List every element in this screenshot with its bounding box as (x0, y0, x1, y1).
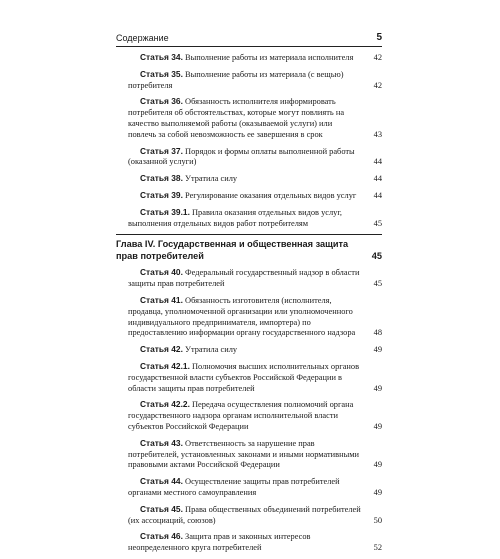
toc-entry-text (128, 504, 382, 527)
toc-entry-page: 44 (373, 157, 382, 167)
article-title: Утратила силу (182, 174, 238, 184)
running-header (116, 33, 382, 47)
toc-entry-text (128, 52, 382, 64)
toc-entry-page: 50 (373, 515, 382, 525)
toc-entry (116, 344, 382, 356)
toc-entry-page: 48 (373, 328, 382, 338)
toc-entry-page: 43 (373, 129, 382, 139)
toc-entry (116, 399, 382, 432)
article-label: Статья 46. (140, 531, 183, 542)
article-label: Статья 44. (140, 476, 183, 487)
toc-entry-text (128, 295, 382, 339)
article-title: Обязанность исполнителя информировать потребителя об обстоятельствах, которые могут повлиять на качество выполняемой работы (оказываемой услуги) или повлечь за собой невозможность ее завершения в срок (128, 97, 345, 139)
toc-entry-text (128, 399, 382, 432)
toc-entry-text (128, 267, 382, 290)
toc-entry (116, 146, 382, 169)
header-title: Содержание (116, 33, 169, 43)
toc-entry (116, 295, 382, 339)
toc-entry (116, 361, 382, 394)
article-label: Статья 39.1. (140, 206, 190, 217)
toc-entry-text (128, 173, 382, 185)
toc-entry (116, 531, 382, 554)
toc-entry (116, 69, 382, 92)
article-label: Статья 42.1. (140, 360, 190, 371)
toc-entry (116, 476, 382, 499)
toc-section-top (116, 52, 382, 229)
article-title: Передача осуществления полномочий органа государственного надзора органам исполнительной власти субъектов Российской Федерации (128, 400, 354, 431)
toc-entry-page: 49 (373, 460, 382, 470)
toc-entry-page: 44 (373, 174, 382, 184)
toc-entry-page: 49 (373, 487, 382, 497)
toc-entry-page: 49 (373, 421, 382, 431)
toc-entry-page: 49 (373, 345, 382, 355)
article-title: Полномочия высших исполнительных органов государственной власти субъектов Российской Федерации в области защиты прав потребителей (128, 361, 360, 393)
toc-entry-page: 42 (373, 53, 382, 62)
article-title: Утратила силу (182, 345, 238, 355)
toc-entry-text (128, 344, 382, 356)
article-title: Ответственность за нарушение прав потребителей, установленных законами и иными нормативными правовыми актами Российской Федерации (128, 438, 360, 470)
toc-entry-text (128, 190, 382, 202)
article-title: Права общественных объединений потребителей (их ассоциаций, союзов) (128, 504, 361, 525)
article-title: Регулирование оказания отдельных видов услуг (182, 190, 357, 200)
toc-entry (116, 190, 382, 202)
article-title: Правила оказания отдельных видов услуг, выполнения отдельных видов работ потребителям (128, 207, 342, 228)
article-label: Статья 43. (140, 437, 183, 448)
article-label: Статья 35. (140, 68, 183, 79)
article-title: Порядок и формы оплаты выполненной работы (оказанной услуги) (128, 146, 355, 167)
article-label: Статья 37. (140, 145, 183, 156)
toc-entry (116, 267, 382, 290)
toc-entry-text (128, 438, 382, 471)
toc-entry-page: 45 (373, 279, 382, 289)
toc-entry (116, 207, 382, 230)
article-label: Статья 42.2. (140, 399, 190, 410)
chapter-title: Глава IV. Государственная и общественная защита прав потребителей (116, 239, 349, 261)
article-label: Статья 42. (140, 344, 183, 355)
article-label: Статья 45. (140, 503, 183, 514)
toc-entry-text (128, 476, 382, 499)
toc-entry-text (128, 207, 382, 230)
article-label: Статья 34. (140, 52, 183, 62)
section-divider (116, 234, 382, 235)
toc-entry (116, 96, 382, 140)
header-page-number: 5 (376, 32, 382, 43)
toc-entry (116, 52, 382, 64)
article-title: Защита прав и законных интересов неопределенного круга потребителей (128, 532, 311, 553)
article-title: Осуществление защиты прав потребителей органами местного самоуправления (128, 477, 340, 497)
article-title: Выполнение работы из материала исполнителя (182, 53, 354, 62)
article-label: Статья 39. (140, 189, 183, 200)
article-label: Статья 38. (140, 173, 183, 184)
toc-entry-page: 44 (373, 190, 382, 200)
toc-entry-page: 42 (373, 80, 382, 90)
article-label: Статья 40. (140, 267, 183, 278)
article-title: Обязанность изготовителя (исполнителя, продавца, уполномоченной организации или уполномоченного индивидуального предпринимателя, импортера) по предоставлению информации органу государственного надзора (128, 295, 356, 338)
toc-entry-text (128, 531, 382, 554)
toc-section-bottom (116, 267, 382, 554)
article-label: Статья 41. (140, 294, 183, 305)
toc-entry (116, 173, 382, 185)
toc-entry-text (128, 361, 382, 394)
toc-entry-page: 52 (373, 543, 382, 553)
toc-entry (116, 504, 382, 527)
toc-entry-page: 45 (373, 218, 382, 228)
article-label: Статья 36. (140, 96, 183, 107)
table-of-contents (116, 52, 382, 559)
toc-entry-page: 49 (373, 383, 382, 393)
toc-entry-text (128, 96, 382, 140)
chapter-page: 45 (371, 250, 382, 261)
article-title: Выполнение работы из материала (с вещью) потребителя (128, 69, 344, 90)
toc-chapter-heading (116, 239, 382, 262)
toc-entry (116, 438, 382, 471)
toc-entry-text (128, 146, 382, 169)
article-title: Федеральный государственный надзор в области защиты прав потребителей (128, 268, 360, 289)
toc-entry-text (128, 69, 382, 92)
